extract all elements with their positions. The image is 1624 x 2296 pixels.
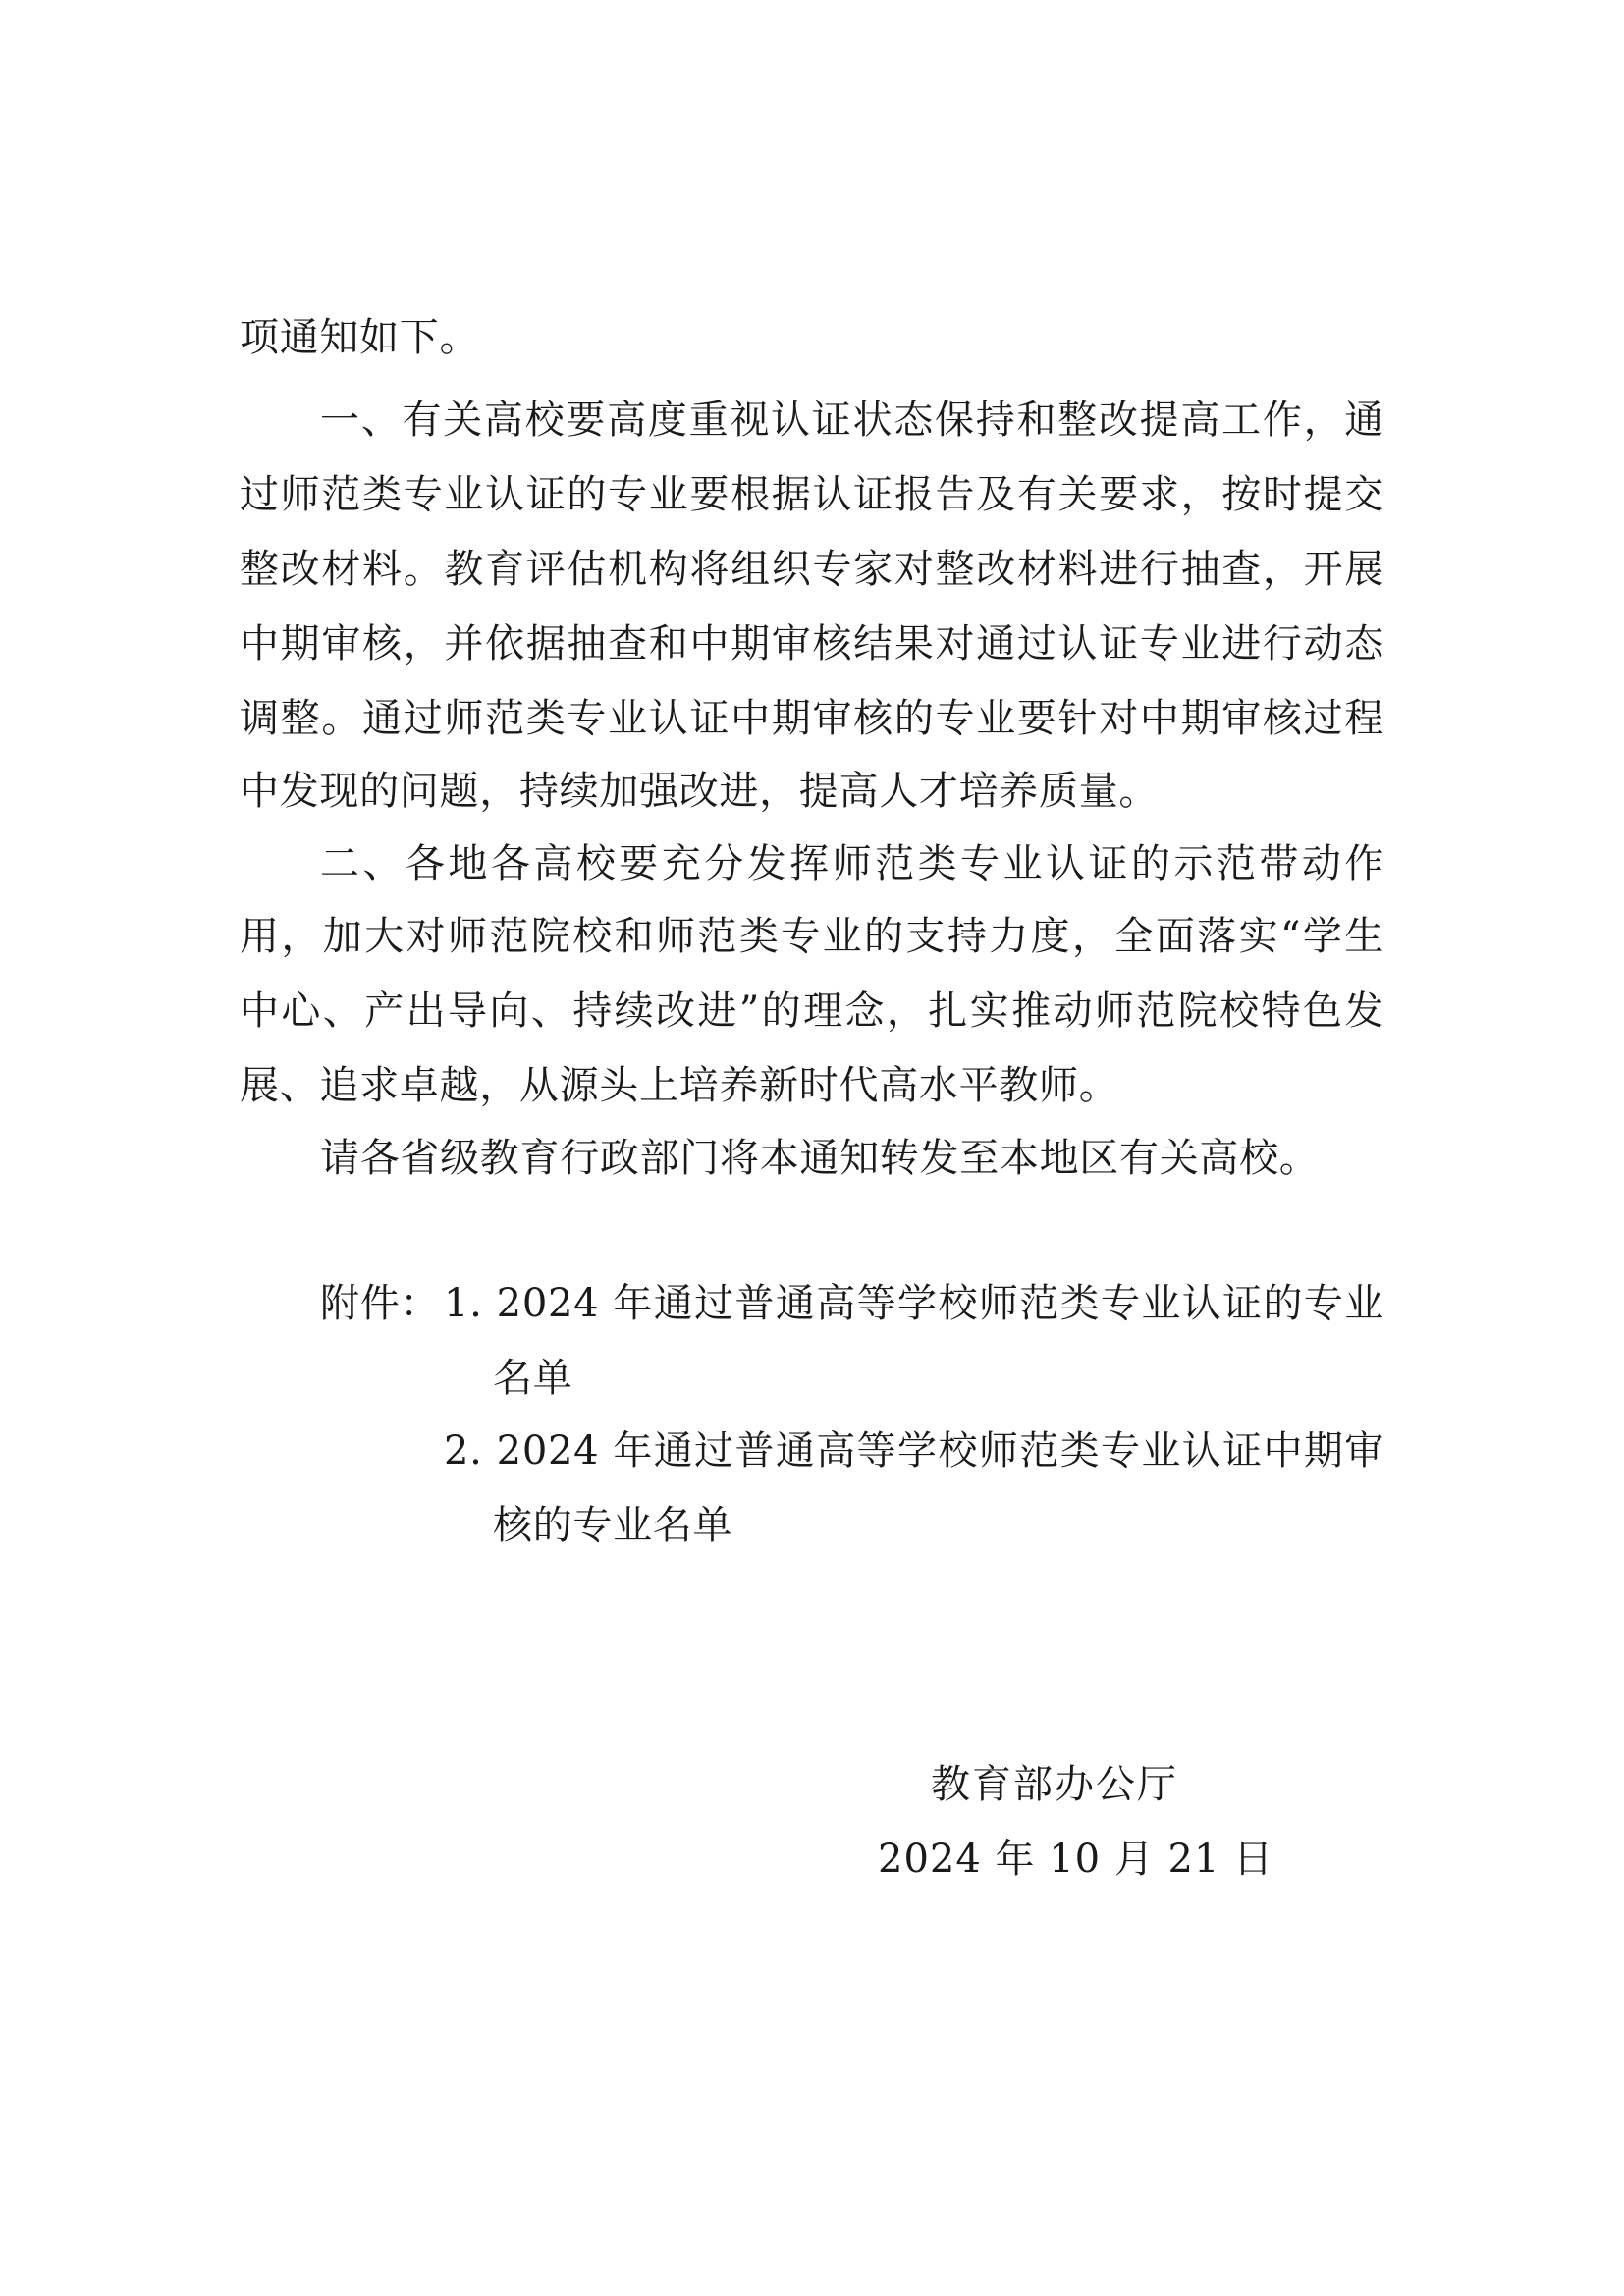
issuer-name: 教育部办公厅: [931, 1762, 1178, 1807]
section-one-line-3: 整改材料。教育评估机构将组织专家对整改材料进行抽查，开展: [240, 547, 1384, 592]
section-one-line-2: 过师范类专业认证的专业要根据认证报告及有关要求，按时提交: [240, 472, 1384, 517]
issue-date: 2024 年 10 月 21 日: [878, 1837, 1274, 1882]
section-one-line-4: 中期审核，并依据抽查和中期审核结果对通过认证专业进行动态: [240, 621, 1384, 667]
section-two-line-3: 中心、产出导向、持续改进”的理念，扎实推动师范院校特色发: [240, 988, 1384, 1034]
section-two-line-2: 用，加大对师范院校和师范类专业的支持力度，全面落实“学生: [240, 914, 1384, 959]
forwarding-request: 请各省级教育行政部门将本通知转发至本地区有关高校。: [320, 1136, 1320, 1181]
attachment-2-line-2: 核的专业名单: [493, 1503, 733, 1548]
attachment-2-line-1: 2. 2024 年通过普通高等学校师范类专业认证中期审: [444, 1428, 1384, 1473]
section-one-line-6: 中发现的问题，持续加强改进，提高人才培养质量。: [240, 769, 1160, 814]
attachment-1-line-2: 名单: [493, 1356, 573, 1401]
attachments-label: 附件：: [320, 1281, 441, 1326]
attachment-1-line-1: 1. 2024 年通过普通高等学校师范类专业认证的专业: [444, 1281, 1384, 1326]
section-two-line-4: 展、追求卓越，从源头上培养新时代高水平教师。: [240, 1063, 1119, 1108]
paragraph-continuation-line: 项通知如下。: [240, 315, 480, 360]
section-one-line-5: 调整。通过师范类专业认证中期审核的专业要针对中期审核过程: [240, 696, 1384, 741]
section-two-line-1: 二、各地各高校要充分发挥师范类专业认证的示范带动作: [320, 841, 1384, 886]
section-one-line-1: 一、有关高校要高度重视认证状态保持和整改提高工作，通: [320, 398, 1384, 443]
